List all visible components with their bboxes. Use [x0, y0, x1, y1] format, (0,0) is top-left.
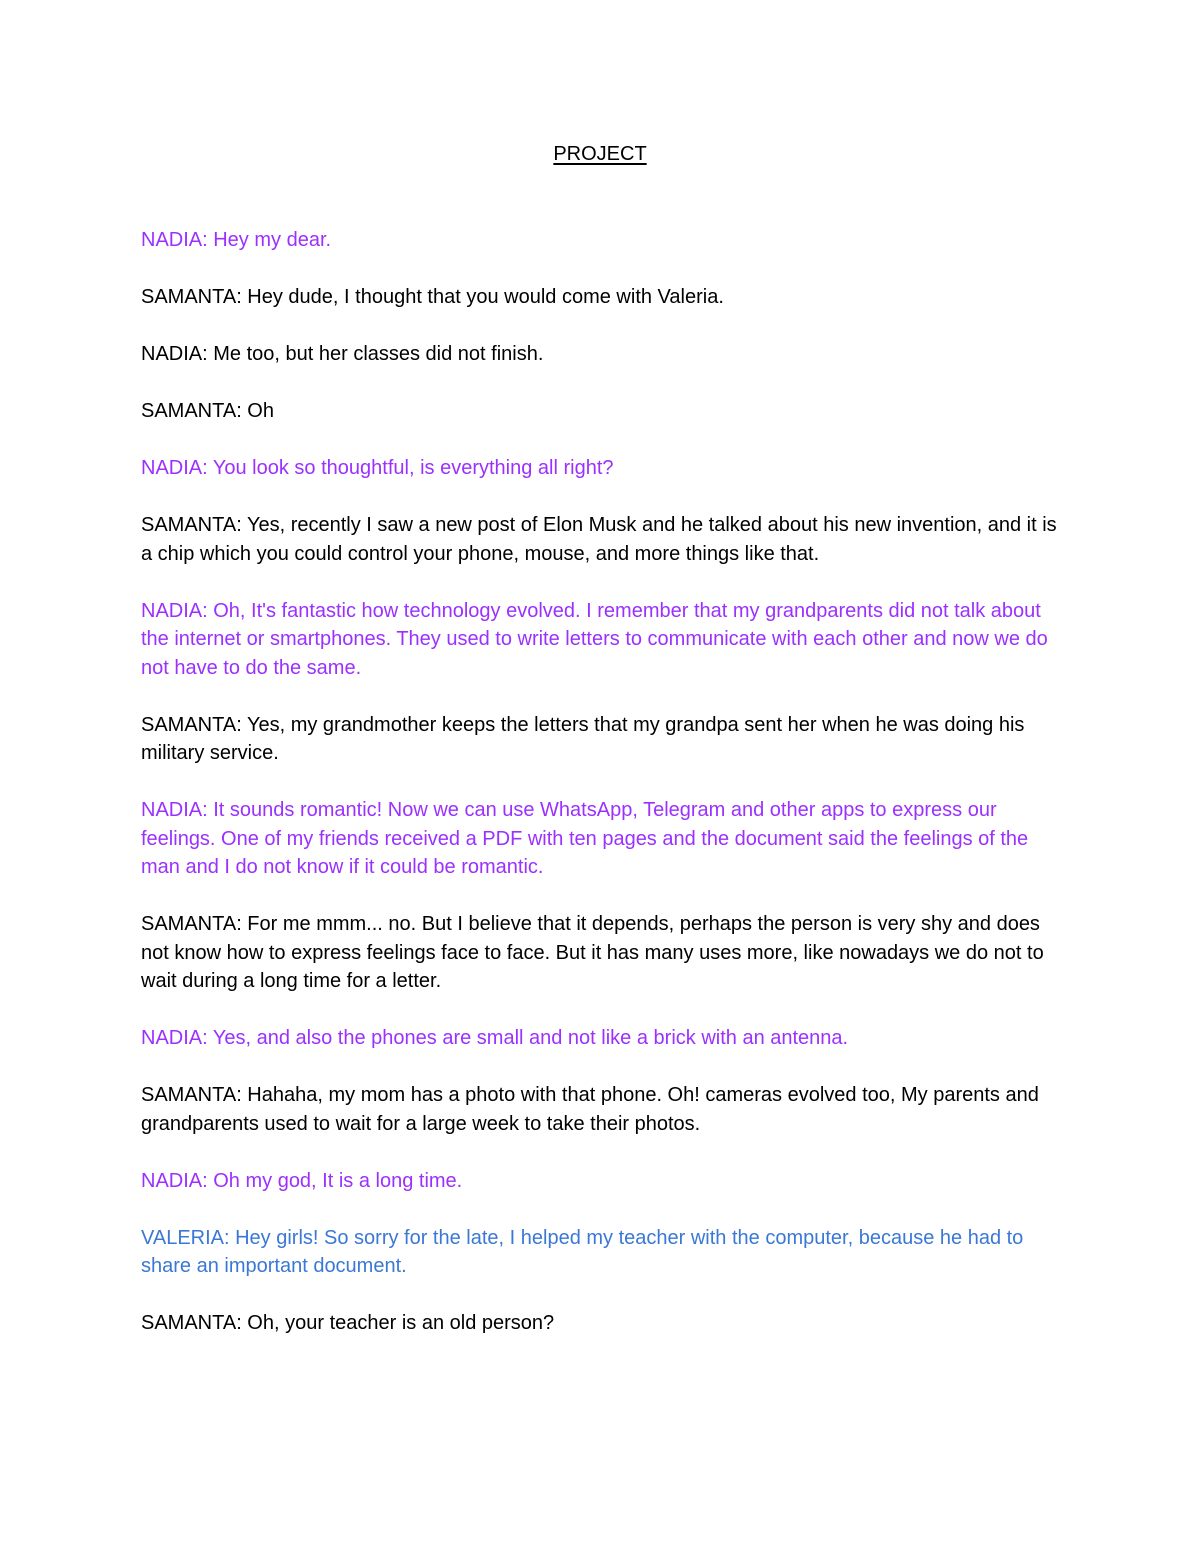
dialogue-line: NADIA: Me too, but her classes did not finish. — [141, 343, 544, 365]
dialogue-line: NADIA: Hey my dear. — [141, 229, 332, 251]
dialogue-line: SAMANTA: Oh, your teacher is an old person? — [141, 1312, 555, 1334]
dialogue-line: NADIA: You look so thoughtful, is everything all right? — [141, 457, 614, 479]
dialogue-line: NADIA: Oh my god, It is a long time. — [141, 1169, 463, 1192]
dialogue-line: VALERIA: Hey girls! So sorry for the late, I helped my teacher with the computer, because he had to share an important document. — [141, 1226, 1024, 1277]
dialogue — [141, 226, 1066, 1366]
dialogue-line: NADIA: Yes, and also the phones are small and not like a brick with an antenna. — [141, 1027, 849, 1049]
dialogue-line: SAMANTA: Hey dude, I thought that you would come with Valeria. — [141, 286, 724, 308]
dialogue-line: SAMANTA: For me mmm... no. But I believe that it depends, perhaps the person is very shy and does not know how to express feelings face to face. But it has many uses more, like nowadays we do not to wait during a long time for a letter. — [141, 913, 1044, 992]
dialogue-line: SAMANTA: Oh — [141, 400, 274, 422]
document-title: PROJECT — [553, 143, 647, 165]
dialogue-line: SAMANTA: Yes, my grandmother keeps the letters that my grandpa sent her when he was doing his military service. — [141, 713, 1025, 764]
dialogue-line: SAMANTA: Yes, recently I saw a new post of Elon Musk and he talked about his new invention, and it is a chip which you could control your phone, mouse, and more things like that. — [141, 514, 1057, 565]
dialogue-line: NADIA: Oh, It's fantastic how technology evolved. I remember that my grandparents did not talk about the internet or smartphones. They used to write letters to communicate with each other and now we do not have to do the same. — [141, 599, 1048, 679]
dialogue-line: NADIA: It sounds romantic! Now we can use WhatsApp, Telegram and other apps to express our feelings. One of my friends received a PDF with ten pages and the document said the feelings of the man and I do not know if it could be romantic. — [141, 799, 1029, 878]
dialogue-line: SAMANTA: Hahaha, my mom has a photo with that phone. Oh! cameras evolved too, My parents and grandparents used to wait for a large week to take their photos. — [141, 1084, 1039, 1135]
